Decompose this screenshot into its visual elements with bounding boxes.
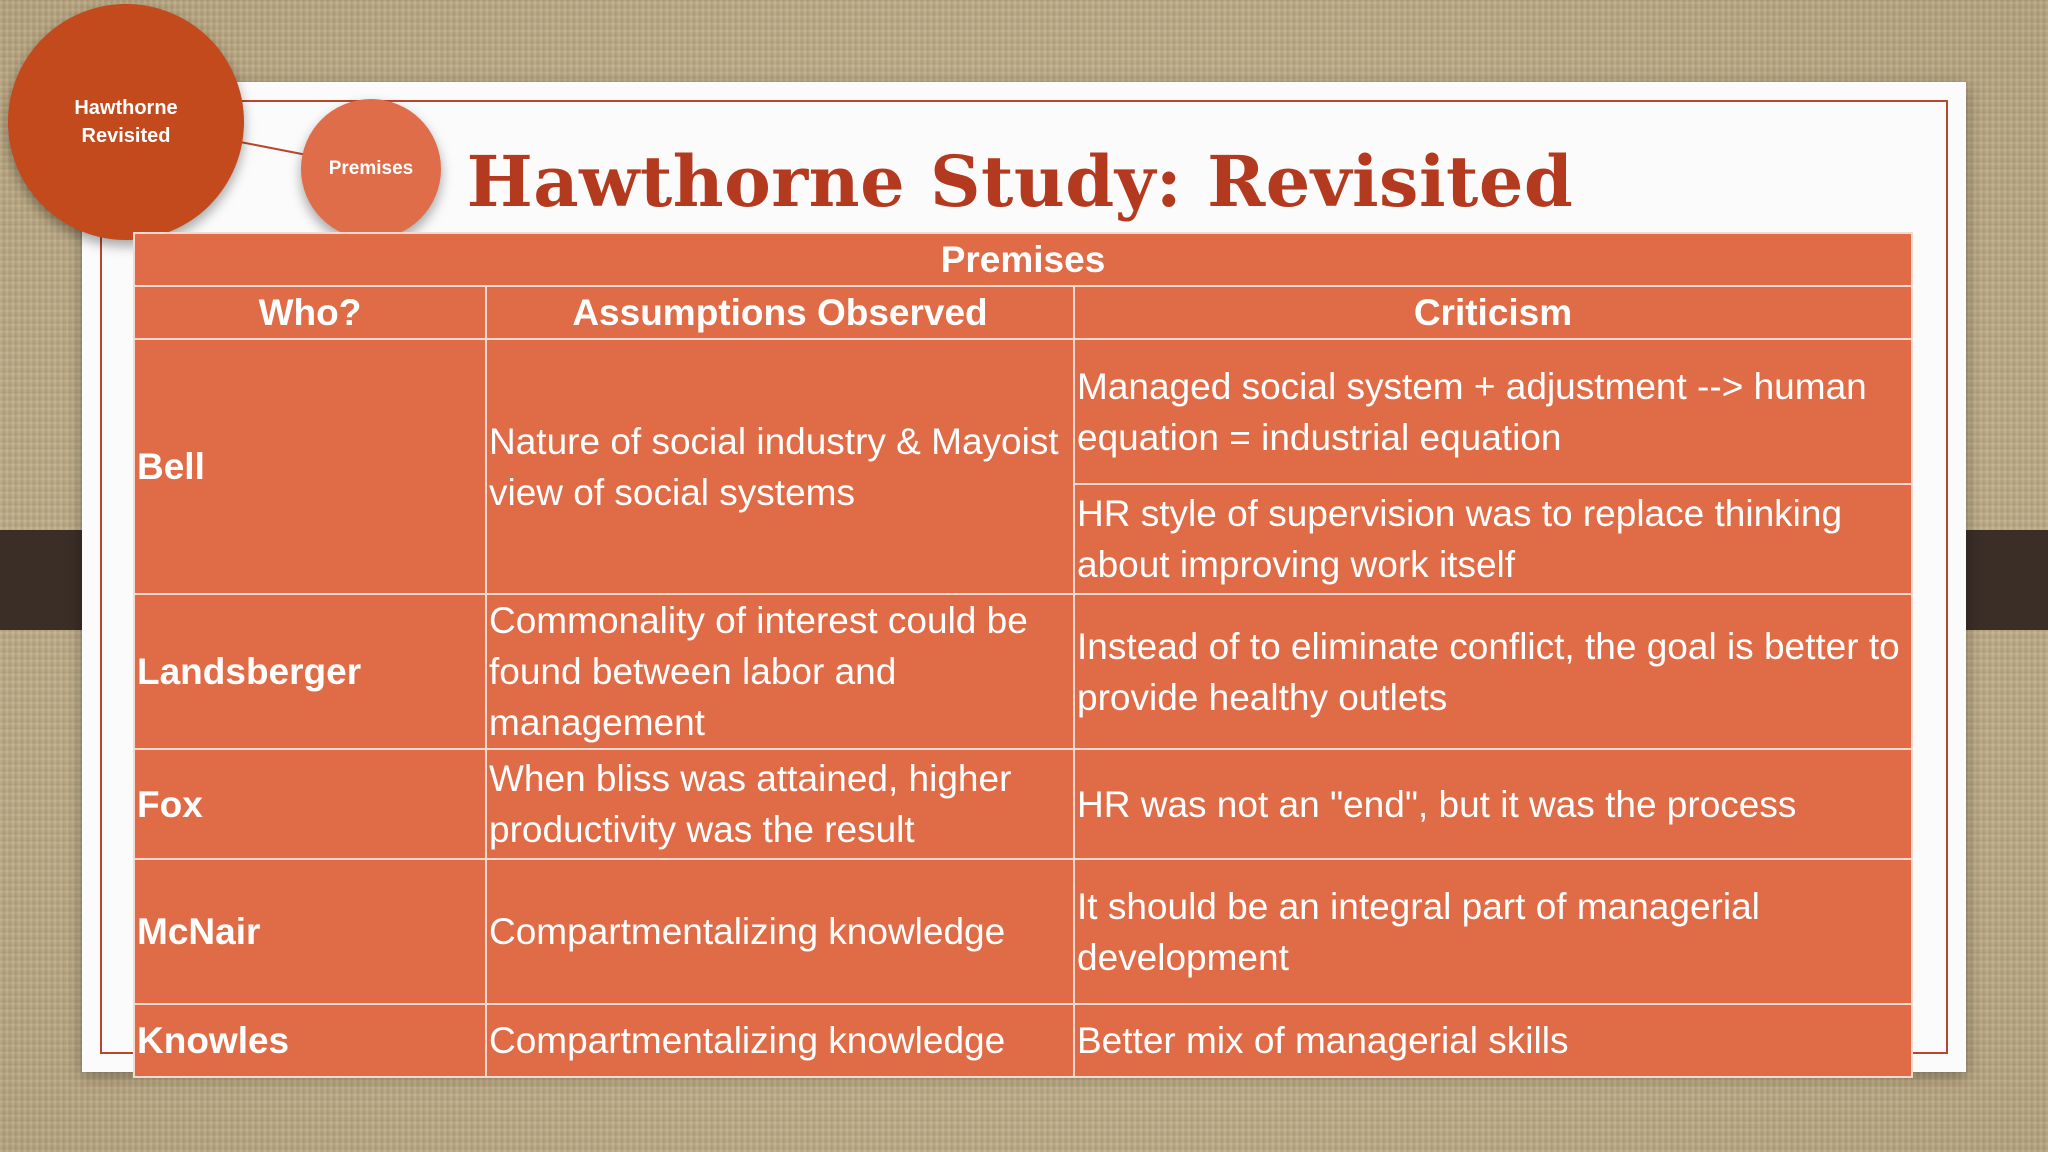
who-cell: Knowles [134,1004,486,1077]
table-header-row [134,286,1912,339]
column-header-criticism: Criticism [1074,286,1912,339]
slide-title: Hawthorne Study: Revisited [466,140,1574,223]
assumption-cell: Compartmentalizing knowledge [486,1004,1074,1077]
table-row [134,1004,1912,1077]
table-caption: Premises [134,233,1912,286]
column-header-who: Who? [134,286,486,339]
who-cell: McNair [134,859,486,1004]
criticism-cell: Managed social system + adjustment --> human equation = industrial equation [1074,339,1912,484]
criticism-cell: Better mix of managerial skills [1074,1004,1912,1077]
who-cell: Landsberger [134,594,486,749]
assumption-cell: When bliss was attained, higher productivity was the result [486,749,1074,859]
table-row [134,859,1912,1004]
nav-bubble-label: Hawthorne Revisited [74,97,178,147]
nav-bubble-hawthorne-revisited[interactable] [8,4,244,240]
table-row [134,749,1912,859]
assumption-cell: Compartmentalizing knowledge [486,859,1074,1004]
criticism-cell: HR was not an "end", but it was the process [1074,749,1912,859]
criticism-cell: It should be an integral part of managerial development [1074,859,1912,1004]
assumption-cell: Commonality of interest could be found between labor and management [486,594,1074,749]
nav-bubble-label: Premises [328,158,414,179]
column-header-assumptions: Assumptions Observed [486,286,1074,339]
who-cell: Fox [134,749,486,859]
table-row [134,339,1912,484]
criticism-cell: Instead of to eliminate conflict, the goal is better to provide healthy outlets [1074,594,1912,749]
table-row [134,594,1912,749]
assumption-cell: Nature of social industry & Mayoist view of social systems [486,339,1074,594]
premises-table [133,232,1913,1078]
who-cell: Bell [134,339,486,594]
table-caption-row [134,233,1912,286]
criticism-cell: HR style of supervision was to replace thinking about improving work itself [1074,484,1912,594]
